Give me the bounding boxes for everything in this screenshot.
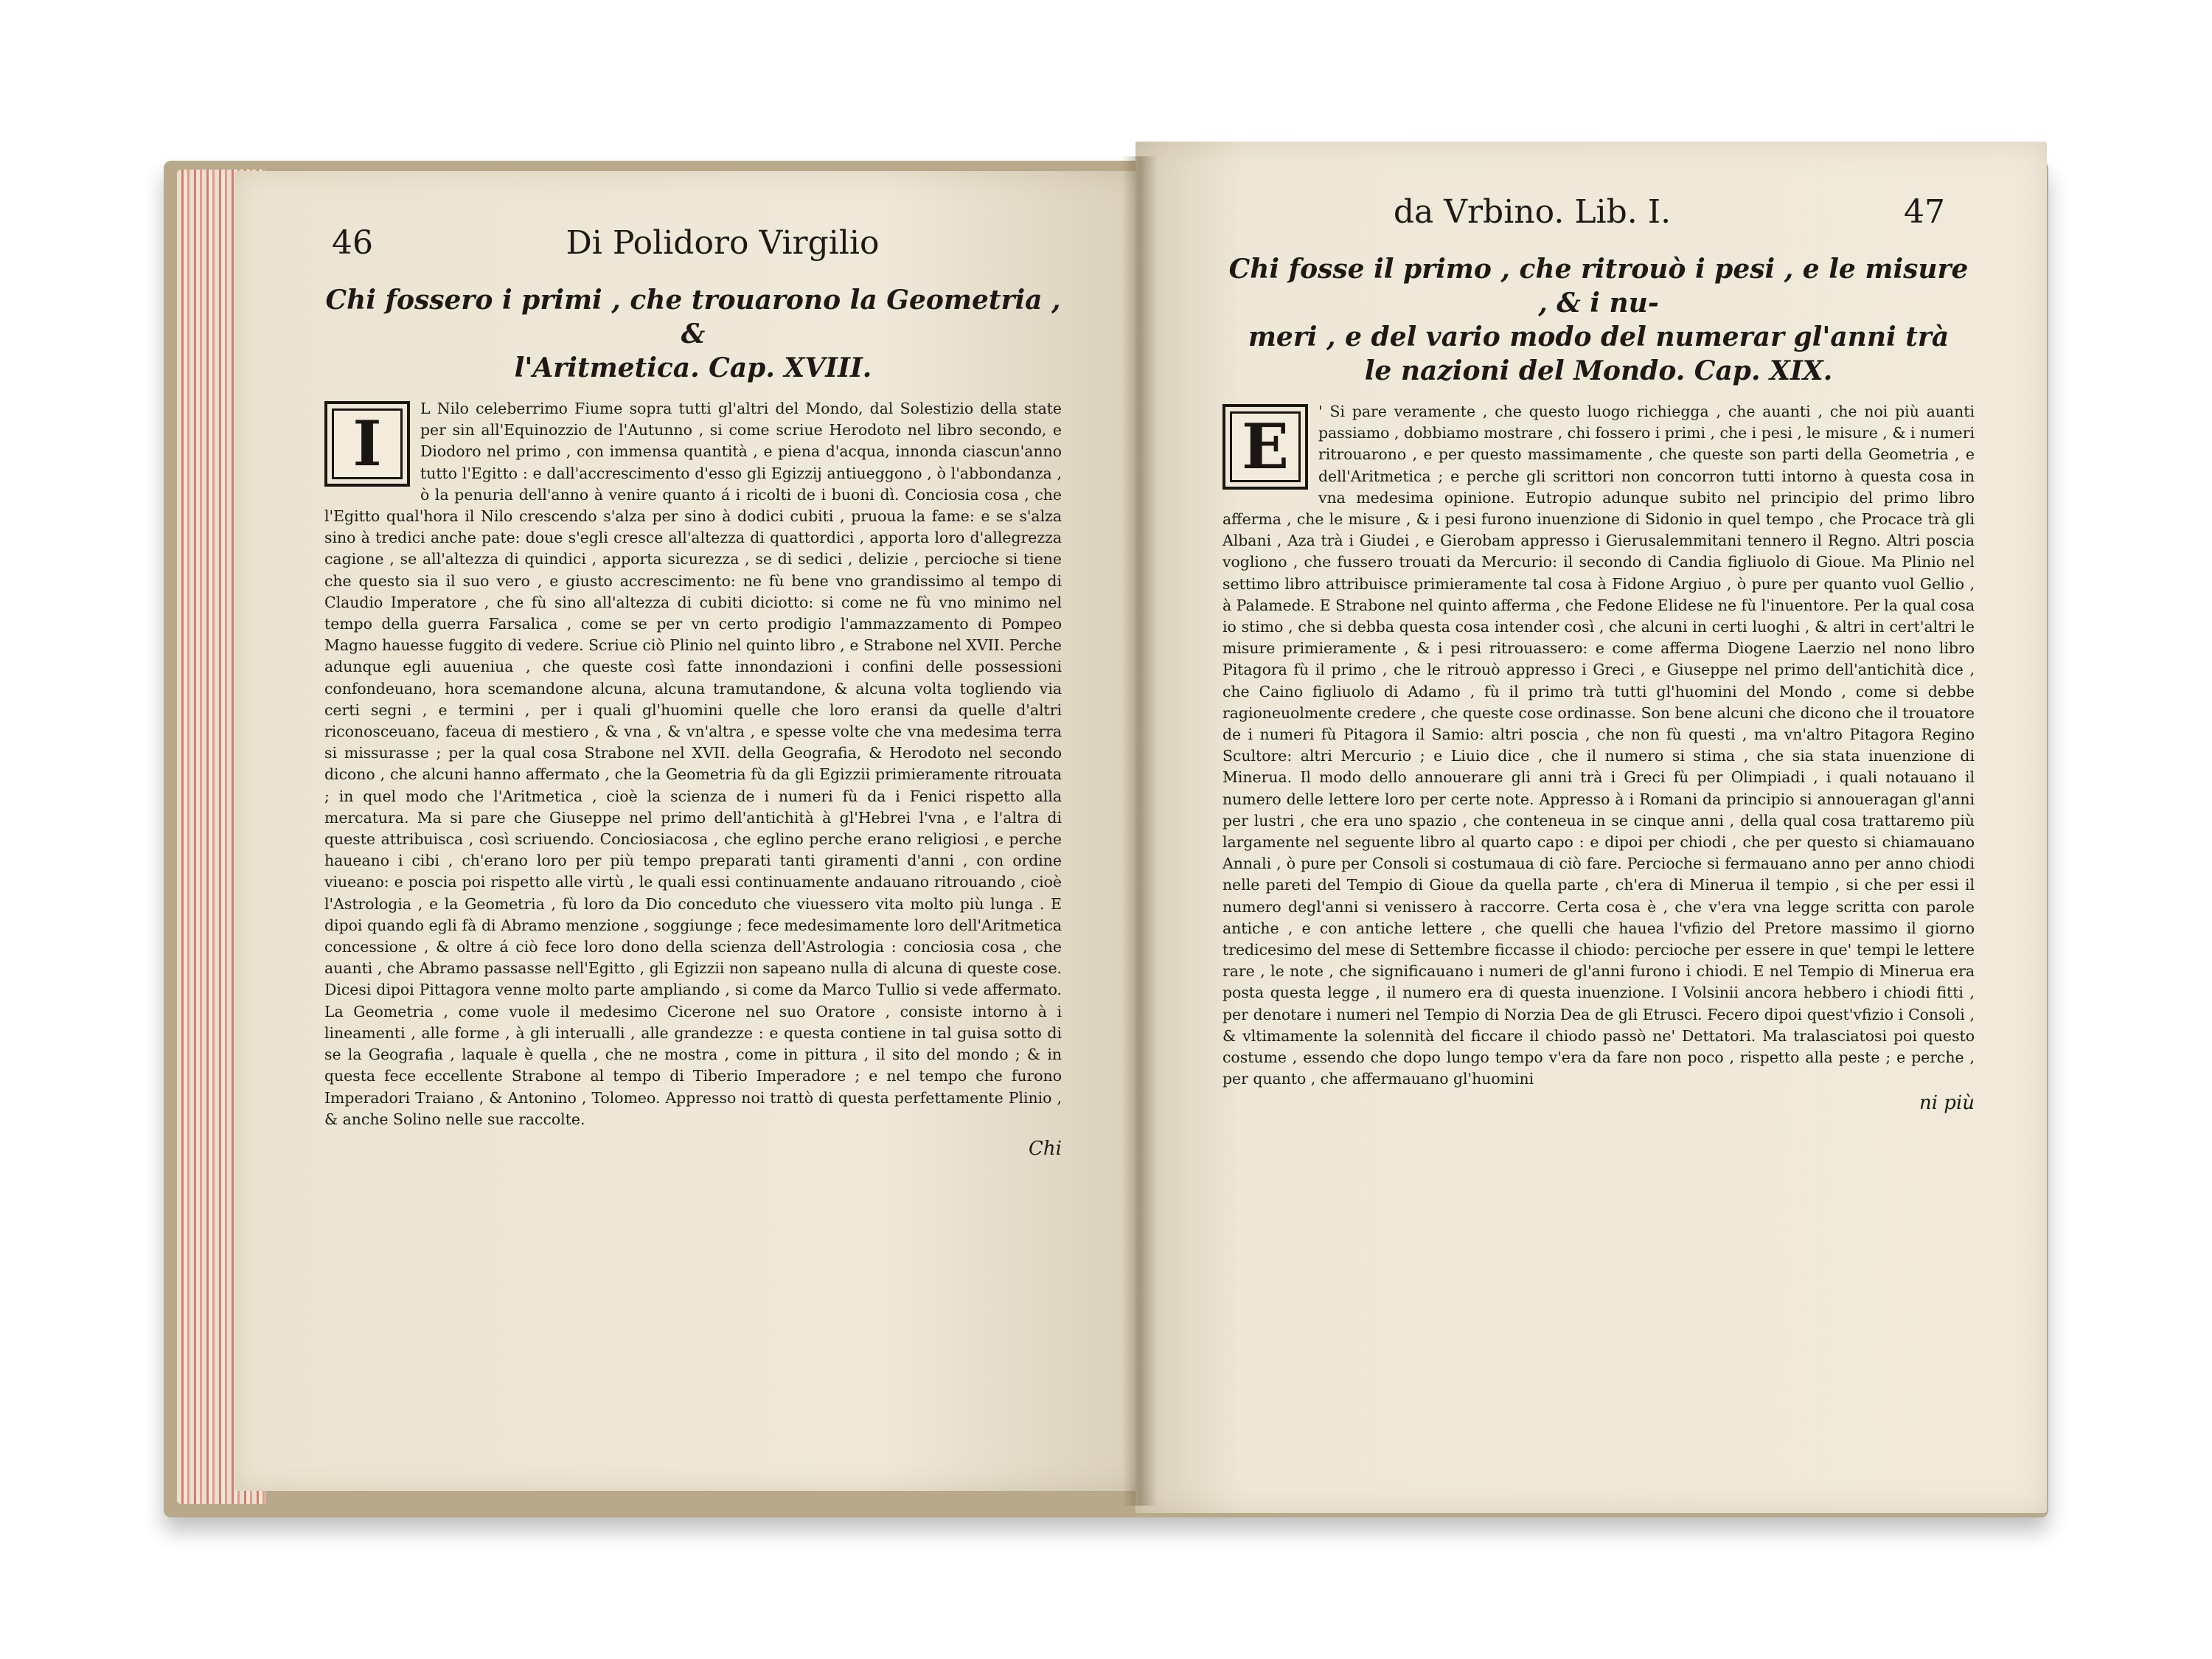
right-chapter-title-line3: le nazioni del Mondo. Cap. XIX. bbox=[1364, 355, 1833, 386]
right-chapter-title-line2: meri , e del vario modo del numerar gl'anni trà bbox=[1248, 321, 1950, 352]
left-initial-letter: I bbox=[324, 401, 410, 487]
left-page-number: 46 bbox=[332, 224, 373, 262]
left-text-block bbox=[324, 224, 1062, 1160]
left-body-text: L Nilo celeberrimo Fiume sopra tutti gl'altri del Mondo, dal Solestizio della state per sin all'Equinozzio de l'Autunno , si come scriue Herodoto nel libro secondo, e Diodoro nel primo , con immensa quantità , e piena d'acqua, innonda ciascun'anno tutto l'Egitto : e dall'accrescimento d'esso gli Egizzij antiueggono , ò l'abbondanza , ò la penuria dell'anno à venire quanto á i ricolti de i buoni dì. Conciosia cosa , che l'Egitto qual'hora il Nilo crescendo s'alza per sino à dodici cubiti , pruoua la fame: e se s'alza sino à tredici anche pate: doue s'egli cresce all'altezza di quattordici , apporta loro d'allegrezza cagione , se all'altezza di quindici , apporta sicurezza , se di sedici , delizie , percioche si tiene che questo sia il suo vero , e giusto accrescimento: ne fù bene vno grandissimo al tempo di Claudio Imperatore , che fù sino all'altezza di cubiti diciotto: si come ne fù vno minimo nel tempo della guerra Farsalica , come se per vn certo prodigio l'ammazzamento di Pompeo Magno hauesse fuggito di vedere. Scriue ciò Plinio nel quinto libro , e Strabone nel XVII. Perche adunque egli auueniua , che queste così fatte innondazioni i confini delle possessioni confondeuano, hora scemandone alcuna, alcuna tramutandone, & alcuna volta togliendo via certi segni , e termini , per i quali gl'huomini quelle che loro eransi da quelle d'altri riconosceuano, faceua di mestiero , & vna , & vn'altra , e spesse volte che vna medesima terra si missurasse ; per la qual cosa Strabone nel XVII. della Geografia, & Herodoto nel secondo dicono , che alcuni hanno affermato , che la Geometria fù da gli Egizzii primieramente ritrouata ; in quel modo che l'Aritmetica , cioè la scienza de i numeri fù da i Fenici rispetto alla mercatura. Ma si pare che Giuseppe nel primo dell'antichità à gl'Hebrei l'vna , e l'altra di queste attribuisca , così scriuendo. Conciosiacosa , che eglino perche erano religiosi , e perche haueano i cibi , ch'erano loro per più tempo preparati tanti giramenti d'anni , con ordine viueano: e poscia poi rispetto alle virtù , le quali essi continuamente andauano ritrouando , cioè l'Astrologia , e la Geometria , fù loro da Dio conceduto che viuessero vita molto più lunga . E dipoi quando egli fà di Abramo menzione , soggiunge ; fece medesimamente loro dell'Aritmetica concessione , & oltre á ciò fece loro dono della scienza dell'Astrologia : conciosia cosa , che auanti , che Abramo passasse nell'Egitto , gli Egizzii non sapeano nulla di alcuna di queste cose. Dicesi dipoi Pittagora venne molto parte ampliando , si come da Marco Tullio si vede affermato. La Geometria , come vuole il medesimo Cicerone nel suo Oratore , consiste intorno à i lineamenti , alle forme , à gli interualli , alle grandezze : e questa contiene in tal guisa sotto di se la Geografia , laquale è quella , che ne mostra , come in pittura , il sito del mondo ; & in questa fece eccellente Strabone al tempo di Tiberio Imperadore ; e nel tempo che furono Imperadori Traiano , & Antonino , Tolomeo. Appresso noi trattò di questa perfettamente Plinio , & anche Solino nelle sue raccolte. bbox=[324, 400, 1062, 1128]
right-page bbox=[1135, 142, 2047, 1513]
right-body-text: ' Si pare veramente , che questo luogo richiegga , che auanti , che noi più auanti passiamo , dobbiamo mostrare , chi fossero i primi , che i pesi , le misure , & i numeri ritrouarono , e per questo massimamente , che queste son parti della Geometria , e dell'Aritmetica ; e perche gli scrittori non concorron tutti intorno à questa cosa in vna medesima opinione. Eutropio adunque subito nel principio del primo libro afferma , che le misure , & i pesi furono inuenzione di Sidonio in quel tempo , che Procace trà gli Albani , Aza trà i Giudei , e Gierobam appresso i Gierusalemmitani tennero il Regno. Altri poscia vogliono , che fussero trouati da Mercurio: il secondo di Candia figliuolo di Gioue. Ma Plinio nel settimo libro attribuisce primieramente tal cosa à Fidone Argiuo , ò pure per quanto vuol Gellio , à Palamede. E Strabone nel quinto afferma , che Fedone Elidese ne fù l'inuentore. Per la qual cosa io stimo , che si debba questa cosa intender così , che alcuni in certi luoghi , & altri in cert'altri le misure primieramente , & i pesi ritrouassero: e come afferma Diogene Laerzio nel nono libro Pitagora fù il primo , che le ritrouò appresso i Greci , e Giuseppe nel primo dell'antichità dice , che Caino figliuolo di Adamo , fù il primo trà tutti gl'huomini del Mondo , come si debbe ragioneuolmente credere , che queste cose ordinasse. Son bene alcuni che dicono che il trouatore de i numeri fù Pitagora il Samio: altri poscia , che non fù questi , ma vn'altro Pitagora Regino Scultore: altri Mercurio ; e Liuio dice , che il numero si stima , che sia stata inuenzione di Minerua. Il modo dello annouerare gli anni trà i Greci fù per Olimpiadi , i quali notauano il numero delle lettere loro per certe note. Appresso à i Romani da principio si annoueragan gl'anni per lustri , che era uno spazio , che conteneua in se cinque anni , della qual cosa trattaremo più largamente nel seguente libro al quarto capo : e dipoi per chiodi , che per questo si chiamauano Annali , ò pure per Consoli si costumaua di ciò fare. Percioche si fermauano anno per anno chiodi nelle pareti del Tempio di Gioue da quella parte , ch'era di Minerua il tempio , si che per essi il numero degl'anni si venissero à raccorre. Certa cosa è , che v'era vna legge scritta con parole antiche , e con antiche lettere , che quelli che hauea l'vfizio del Pretore massimo il giorno tredicesimo del mese di Settembre ficcasse il chiodo: percioche per essere in que' tempi le lettere rare , le note , che significauano i numeri de gl'anni furono i chiodi. E nel Tempio di Minerua era posta questa legge , il numero era di questa inuenzione. I Volsinii ancora hebbero i chiodi fitti , per denotare i numeri nel Tempio di Norzia Dea de gli Etrusci. Fecero dipoi quest'vfizio i Consoli , & vltimamente la solennità del ficcare il chiodo passò ne' Dettatori. Ma tralasciatosi poi questo costume , essendo che dopo lungo tempo v'era da fare non poco , rispetto alla peste ; e perche , per quanto , che affermauano gl'huomini bbox=[1222, 403, 1975, 1088]
right-chapter-title-line1: Chi fosse il primo , che ritrouò i pesi , e le misure , & i nu- bbox=[1228, 254, 1969, 319]
right-running-head bbox=[1222, 193, 1975, 239]
left-chapter-title bbox=[324, 283, 1062, 385]
left-running-title: Di Polidoro Virgilio bbox=[566, 224, 880, 262]
right-running-title: da Vrbino. Lib. I. bbox=[1393, 193, 1672, 231]
right-chapter-title bbox=[1222, 252, 1975, 388]
right-body bbox=[1222, 401, 1975, 1091]
right-initial-letter: E bbox=[1222, 404, 1308, 490]
right-text-block bbox=[1222, 193, 1975, 1114]
right-catchword: ni più bbox=[1919, 1091, 1975, 1114]
left-chapter-title-line2: l'Aritmetica. Cap. XVIII. bbox=[514, 352, 872, 383]
left-catchword: Chi bbox=[1029, 1137, 1062, 1160]
left-page bbox=[234, 171, 1152, 1491]
book-gutter bbox=[1122, 156, 1158, 1506]
left-body bbox=[324, 398, 1062, 1130]
open-book bbox=[164, 142, 2048, 1520]
right-page-number: 47 bbox=[1904, 193, 1945, 231]
left-chapter-title-line1: Chi fossero i primi , che trouarono la Geometria , & bbox=[325, 285, 1061, 349]
left-running-head bbox=[324, 224, 1062, 270]
